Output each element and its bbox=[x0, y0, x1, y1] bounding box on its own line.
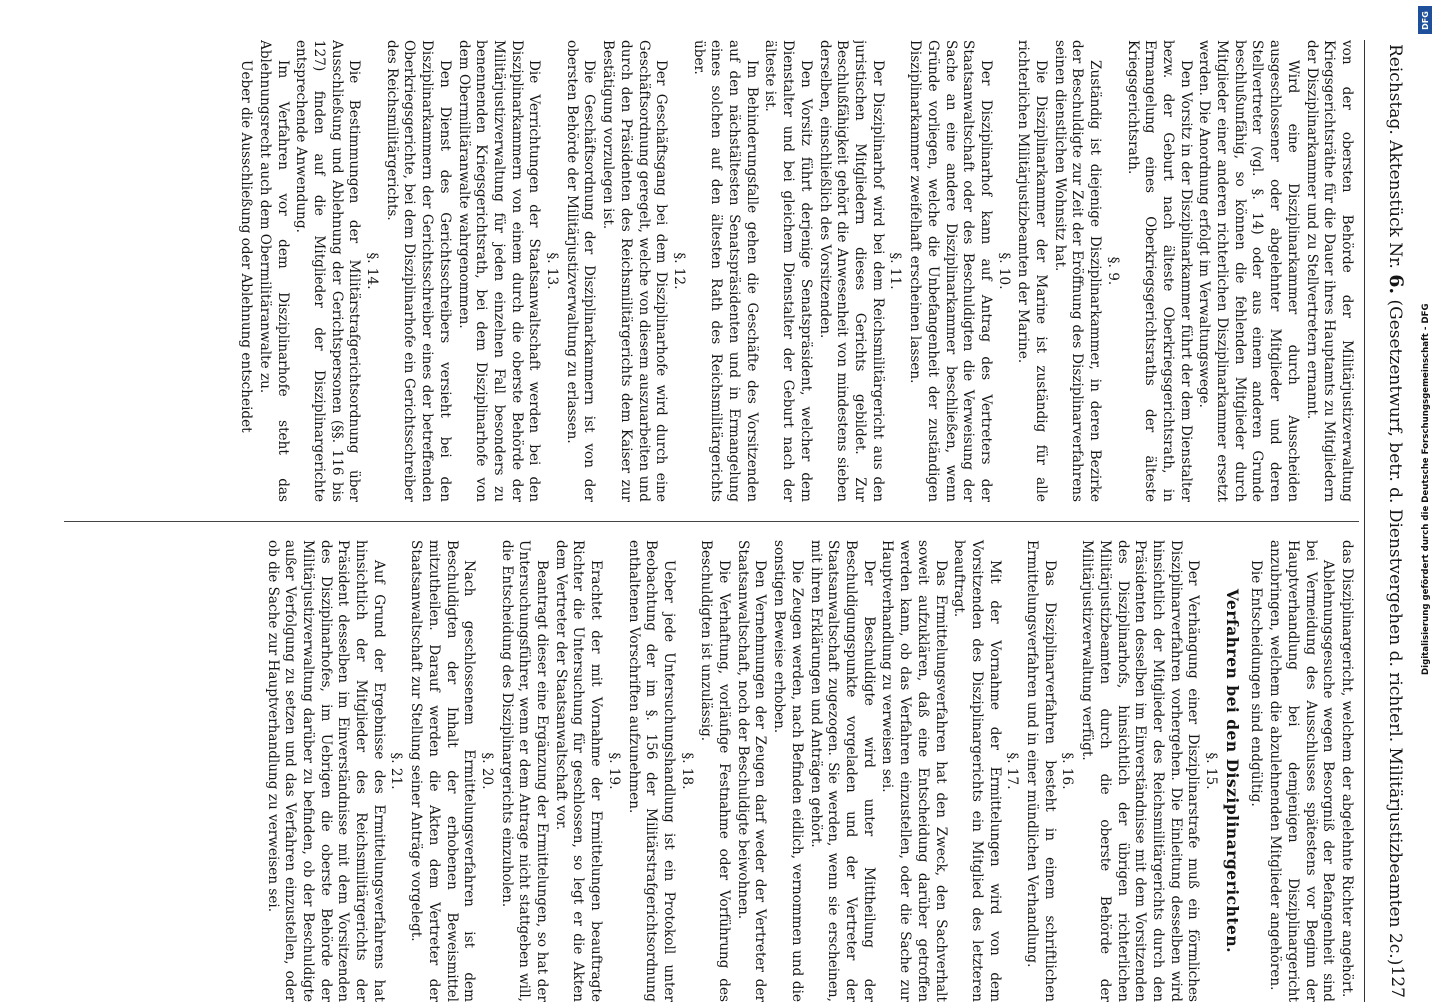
paragraph: Der Disziplinarhof wird bei dem Reichsmilitärgericht aus den juristischen Mitgliedern dieses Gerichts gebildet. Zur Beschlußfähigkeit gehört die Anwesenheit von mindestens sieben derselben, einschließlich des Vorsitzenden. bbox=[816, 40, 886, 502]
rotated-page-frame bbox=[57, 40, 1417, 1002]
paragraph: Auf Grund der Ergebnisse des Ermittelungsverfahrens hat hinsichtlich der Mitglieder des Reichsmilitärgerichts der Präsident desselben im Einverständnisse mit dem Vorsitzenden des Disziplinarhofes, im Uebrigen die oberste Behörde der Militärjustizverwaltung darüber zu befinden, ob der Beschuldigte außer Verfolgung zu setzen und das Verfahren einzustellen, oder ob die Sache zur Hauptverhandlung zu verweisen sei. bbox=[264, 540, 387, 1002]
paragraph: Beantragt dieser eine Ergänzung der Ermittelungen, so hat der Untersuchungsführer, wenn er dem Antrage nicht stattgeben will, die Entscheidung des Disziplinargerichts einzuholen. bbox=[498, 540, 551, 1002]
paragraph: Die Verhaftung, vorläufige Festnahme oder Vorführung des Beschuldigten ist unzulässig. bbox=[698, 540, 733, 1002]
section-number: §. 12. bbox=[670, 252, 687, 290]
paragraph: Nach geschlossenem Ermittelungsverfahren ist dem Beschuldigten der Inhalt der erhobenen Beweismittel mitzutheilen. Darauf werden die Akten dem Vertreter der Staatsanwaltschaft zur Stellung seiner Anträge vorgelegt. bbox=[408, 540, 478, 1002]
paragraph: Die Geschäftsordnung der Disziplinarkammern ist von der obersten Behörde der Militärjustizverwaltung zu erlassen. bbox=[563, 40, 598, 502]
paragraph: Der Disziplinarhof kann auf Antrag des Vertreters der Staatsanwaltschaft oder des Beschuldigten die Verweisung der Sache an eine andere Disziplinarkammer beschließen, wenn Gründe vorliegen, welche die Unbefangenheit der zuständigen Disziplinarkammer zweifelhaft erscheinen lassen. bbox=[907, 40, 994, 502]
section-number: §. 10. bbox=[995, 252, 1012, 290]
paragraph: das Disziplinargericht, welchem der abgelehnte Richter angehört. bbox=[1339, 540, 1355, 998]
paragraph: Die Entscheidungen sind endgültig. bbox=[1248, 560, 1265, 807]
header-left-text: Reichstag. Aktenstück Nr. bbox=[1385, 44, 1405, 269]
header-title bbox=[1385, 44, 1407, 965]
column-divider bbox=[64, 521, 1359, 522]
header-document-number: 6. bbox=[1385, 274, 1407, 295]
paragraph: Den Vorsitz in der Disziplinarkammer führt der dem Dienstalter bezw. der Geburt nach älteste Oberkriegsgerichtsrath, in Ermangelung eines Oberkriegsgerichtsraths der älteste Kriegsgerichtsrath. bbox=[1124, 40, 1194, 502]
paragraph: Erachtet der mit Vornahme der Ermittelungen beauftragte Richter die Untersuchung für geschlossen, so legt er die Akten dem Vertreter der Staatsanwaltschaft vor. bbox=[552, 540, 605, 1002]
left-text-column bbox=[235, 40, 1355, 502]
paragraph: Die Zeugen werden, nach Befinden eidlich, vernommen und die sonstigen Beweise erhoben. bbox=[771, 540, 805, 1002]
paragraph: Der Verhängung einer Disziplinarstrafe muß ein förmliches Disziplinarverfahren vorhergehen. Die Einleitung desselben wird hinsichtlich der Mitglieder des Reichsmilitärgerichts durch den Präsidenten desselben im Einverständnisse mit dem Vorsitzenden des Disziplinarhofs, hinsichtlich der übrigen richterlichen Militärjustizbeamten durch die oberste Behörde der Militärjustizverwaltung verfügt. bbox=[1079, 540, 1202, 1002]
dfg-logo: DFG bbox=[1418, 6, 1432, 34]
paragraph: Das Disziplinarverfahren besteht in einem schriftlichen Ermittelungsverfahren und in einer mündlichen Verhandlung. bbox=[1024, 540, 1058, 1002]
page-number: 127 bbox=[1387, 965, 1407, 998]
paragraph: Den Vernehmungen der Zeugen darf weder der Vertreter der Staatsanwaltschaft, noch der Beschuldigte beiwohnen. bbox=[734, 540, 769, 1002]
section-number: §. 20. bbox=[478, 752, 495, 790]
section-number: §. 13. bbox=[544, 252, 561, 290]
section-number: §. 9. bbox=[1104, 256, 1121, 286]
header-title-rest: (Gesetzentwurf, betr. d. Dienstvergehen d. richterl. Militärjustizbeamten 2c.) bbox=[1385, 299, 1405, 966]
paragraph: Wird eine Disziplinarkammer durch Ausscheiden ausgeschlossener oder abgelehnter Mitglieder und deren Stellvertreter (vgl. §. 14) oder aus einem anderen Grunde beschlußunfähig, so können die fehlenden Mitglieder durch Mitglieder einer anderen richterlichen Disziplinarkammer ersetzt werden. Die Anordnung erfolgt im Verwaltungswege. bbox=[1196, 40, 1301, 502]
digitization-credit: Digitalisierung gefördert durch die Deutsche Forschungsgemeinschaft - DFG bbox=[1421, 303, 1431, 675]
section-number: §. 21. bbox=[388, 752, 405, 790]
paragraph: Zuständig ist diejenige Disziplinarkammer, in deren Bezirke der Beschuldigte zur Zeit der Eröffnung des Disziplinarverfahrens seinen dienstlichen Wohnsitz hat. bbox=[1051, 40, 1104, 502]
paragraph: Das Ermittelungsverfahren hat den Zweck, den Sachverhalt soweit aufzuklären, daß eine Entscheidung darüber getroffen werden kann, ob das Verfahren einzustellen, oder die Sache zur Hauptverhandlung zu verweisen sei. bbox=[879, 540, 949, 1002]
paragraph: Die Disziplinarkammer der Marine ist zuständig für alle richterlichen Militärjustizbeamten der Marine. bbox=[1015, 40, 1050, 502]
paragraph: von der obersten Behörde der Militärjustizverwaltung Kriegsgerichtsräthe für die Dauer ihres Hauptamts zu Mitgliedern der Disziplinarkammer und zu Stellvertretern ernannt. bbox=[1303, 40, 1355, 502]
paragraph: Mit der Vornahme der Ermittelungen wird von dem Vorsitzenden des Disziplinargerichts ein Mitglied des letzteren beauftragt. bbox=[951, 540, 1003, 1002]
paragraph: Die Verrichtungen der Staatsanwaltschaft werden bei den Disziplinarkammern von einem durch die oberste Behörde der Militärjustizverwaltung für jeden einzelnen Fall besonders zu benennenden Kriegsgerichtsrath, bei dem Disziplinarhofe von dem Obermilitäranwalte wahrgenommen. bbox=[455, 40, 543, 502]
paragraph: Den Dienst des Gerichtsschreibers versieht bei den Disziplinarkammern der Gerichtsschreiber eines der betreffenden Oberkriegsgerichte, bei dem Disziplinarhofe ein Gerichtsschreiber des Reichsmilitärgerichts. bbox=[383, 40, 453, 502]
paragraph: Ueber die Ausschließung oder Ablehnung entscheidet bbox=[238, 60, 255, 433]
section-number: §. 17. bbox=[1004, 752, 1021, 790]
section-number: §. 16. bbox=[1059, 752, 1076, 790]
paragraph: Im Verfahren vor dem Disziplinarhofe steht das Ablehnungsrecht auch dem Obermilitäranwalte zu. bbox=[256, 40, 291, 502]
section-number: §. 18. bbox=[678, 752, 695, 790]
paragraph: Ueber jede Untersuchungshandlung ist ein Protokoll unter Beobachtung der im §. 156 der Militärstrafgerichtsordnung enthaltenen Vorschriften aufzunehmen. bbox=[625, 540, 677, 1002]
section-number: §. 14. bbox=[364, 252, 381, 290]
running-header bbox=[1364, 40, 1417, 1002]
digitization-sidebar bbox=[1416, 0, 1434, 1000]
paragraph: Den Vorsitz führt derjenige Senatspräsident, welcher dem Dienstalter und bei gleichem Dienstalter der Geburt nach der älteste ist. bbox=[762, 40, 814, 502]
section-number: §. 11. bbox=[887, 252, 904, 290]
document-sheet bbox=[57, 40, 1417, 1002]
paragraph: Im Behinderungsfalle gehen die Geschäfte des Vorsitzenden auf den nächstältesten Senatspräsidenten und in Ermangelung eines solchen auf den ältesten Rath des Reichsmilitärgerichts über. bbox=[690, 40, 760, 502]
section-number: §. 15. bbox=[1203, 752, 1220, 790]
right-text-column bbox=[262, 540, 1355, 1002]
paragraph: Ablehnungsgesuche wegen Besorgniß der Befangenheit sind bei Vermeidung des Ausschlusses spätestens vor Beginn der Hauptverhandlung bei demjenigen Disziplinargericht anzubringen, welchem die abzulehnenden Mitglieder angehören. bbox=[1267, 540, 1337, 1002]
paragraph: Die Bestimmungen der Militärstrafgerichtsordnung über Ausschließung und Ablehnung der Gerichtspersonen (§§. 116 bis 127) finden auf die Mitglieder der Disziplinargerichte entsprechende Anwendung. bbox=[293, 40, 363, 502]
section-heading: Verfahren bei den Disziplinargerichten. bbox=[1222, 588, 1242, 954]
paragraph: Der Beschuldigte wird unter Mittheilung der Beschuldigungspunkte vorgeladen und der Vertreter der Staatsanwaltschaft zugezogen. Sie werden, wenn sie erscheinen, mit ihren Erklärungen und Anträgen gehört. bbox=[807, 540, 877, 1002]
paragraph: Der Geschäftsgang bei dem Disziplinarhofe wird durch eine Geschäftsordnung geregelt, welche von diesem auszuarbeiten und durch den Präsidenten des Reichsmilitärgerichts dem Kaiser zur Bestätigung vorzulegen ist. bbox=[600, 40, 670, 502]
section-number: §. 19. bbox=[605, 752, 622, 790]
